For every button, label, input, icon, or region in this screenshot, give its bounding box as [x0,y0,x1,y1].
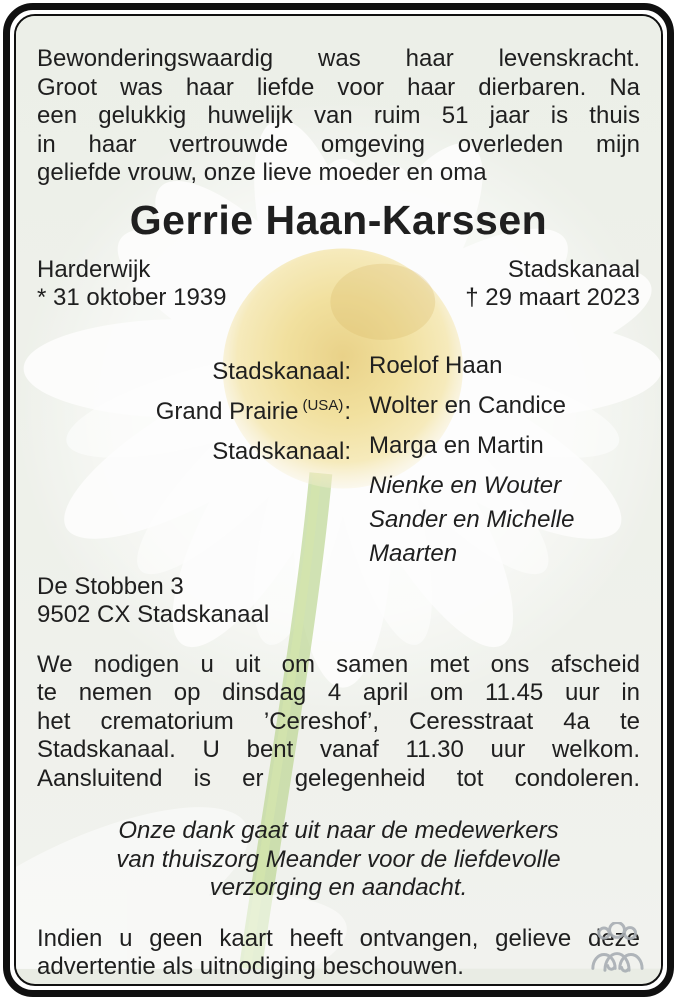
invitation-line: te nemen op dinsdag 4 april om 11.45 uur in [37,679,640,706]
address-street: De Stobben 3 [37,572,184,600]
family-names: Marga en Martin [369,431,544,459]
thanks-line: van thuiszorg Meander voor de liefdevolle [116,845,561,873]
thanks-line: verzorging en aandacht. [209,874,468,901]
family-row [37,349,640,389]
note-line: advertentie als uitnodiging beschouwen. [37,953,464,980]
memorial-card [3,3,674,997]
intro-line: een gelukkig huwelijk van ruim 51 jaar is thuis [37,102,640,129]
family-place-sup: (USA) [302,396,344,414]
family-list [37,349,640,571]
invitation-paragraph [37,651,640,794]
family-colon: : [344,397,351,425]
family-colon: : [344,437,351,465]
intro-line: Bewonderingswaardig was haar levenskracht. [37,45,640,72]
family-place: Grand Prairie [155,397,299,425]
deceased-name-title: Gerrie Haan-Karssen [129,196,548,243]
family-row [37,429,640,469]
birth-place: Harderwijk [37,255,151,283]
invitation-line: Aansluitend is er gelegenheid tot condoleren. [37,764,640,792]
memorial-card-frame [14,14,663,986]
intro-paragraph [37,45,640,188]
invitation-line: Stadskanaal. U bent vanaf 11.30 uur welkom. [37,736,640,763]
death-place: Stadskanaal [507,255,640,283]
birth-date: * 31 oktober 1939 [37,284,227,311]
address-city: 9502 CX Stadskanaal [37,601,270,628]
family-row [37,389,640,429]
death-date: † 29 maart 2023 [465,284,640,311]
invitation-line: We nodigen u uit om samen met ons afscheid [37,650,640,678]
death-info [465,256,640,313]
thanks-line: Onze dank gaat uit naar de medewerkers [118,817,559,844]
family-row [37,537,640,571]
intro-line: geliefde vrouw, onze lieve moeder en oma [37,159,487,186]
birth-info [37,256,226,313]
address-block [37,573,640,630]
family-place: Stadskanaal [212,357,345,385]
family-row [37,503,640,537]
family-place: Stadskanaal [212,437,345,465]
note-line: Indien u geen kaart heeft ontvangen, gelieve deze [37,924,640,952]
invitation-line: het crematorium ’Cereshof’, Ceresstraat 4a te [37,707,640,735]
intro-line: in haar vertrouwde omgeving overleden mijn [37,130,640,158]
family-colon: : [344,357,351,385]
family-names: Nienke en Wouter [369,471,562,499]
birth-death-dates [37,256,640,313]
family-names: Sander en Michelle [369,505,575,533]
family-names: Roelof Haan [369,351,503,379]
intro-line: Groot was haar liefde voor haar dierbaren. Na [37,73,640,101]
people-group-icon [589,922,645,974]
family-names: Maarten [369,539,458,567]
memorial-content [16,16,661,982]
family-names: Wolter en Candice [369,391,566,419]
thanks-paragraph [37,817,640,903]
note-paragraph [37,925,640,982]
family-row [37,469,640,503]
